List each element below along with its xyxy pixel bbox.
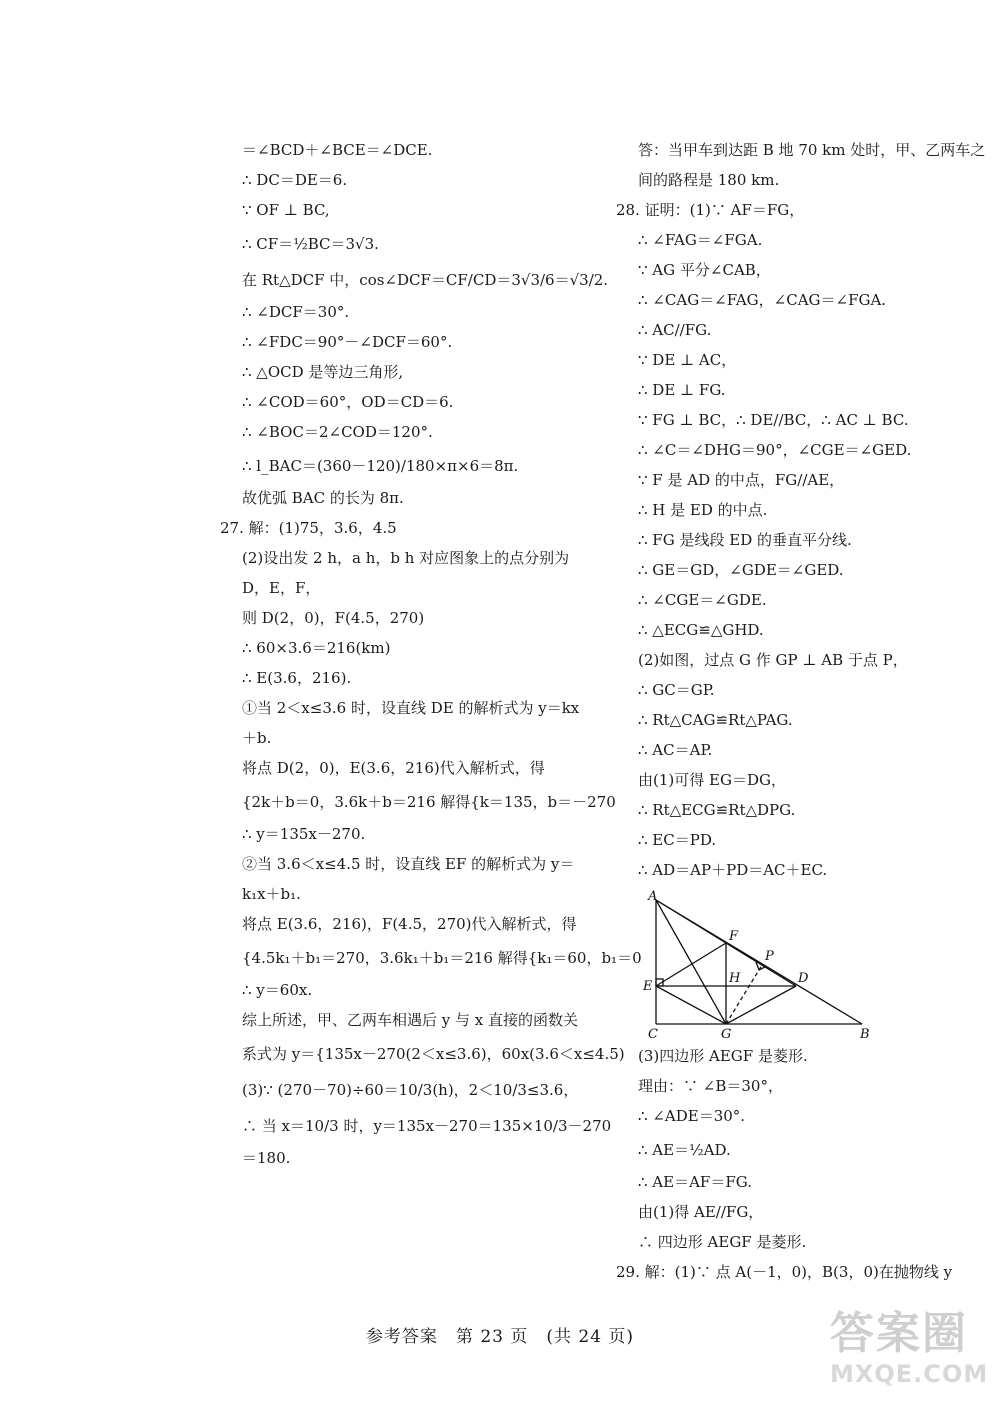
piecewise-function: 系式为 y＝{135x－270(2＜x≤3.6)，60x(3.6＜x≤4.5): [242, 1045, 625, 1063]
text-line: ①当 2＜x≤3.6 时，设直线 DE 的解析式为 y＝kx: [242, 699, 580, 717]
point-label-p: P: [765, 949, 774, 964]
text-line: ∴ DC＝DE＝6.: [242, 171, 348, 189]
text-line: ∴ 四边形 AEGF 是菱形.: [638, 1233, 807, 1251]
left-column: [220, 140, 642, 1178]
text-line: ∴ 当 x＝10/3 时，y＝135x－270＝135×10/3－270: [242, 1117, 612, 1135]
text-line: (3)∵ (270－70)÷60＝10/3(h)，2＜10/3≤3.6，: [242, 1081, 579, 1099]
text-line: ∴ AC＝AP.: [638, 741, 713, 759]
text-line: k₁x＋b₁.: [242, 885, 301, 903]
text-line: ∴ H 是 ED 的中点.: [638, 501, 768, 519]
text-line: 间的路程是 180 km.: [638, 171, 780, 189]
geometry-figure: [634, 890, 874, 1040]
point-label-d: D: [798, 971, 809, 986]
watermark-logo-text: 答案圈: [830, 1308, 968, 1359]
text-line: ∵ AG 平分∠CAB，: [638, 261, 771, 279]
point-label-f: F: [729, 929, 739, 944]
text-line: ∴ ∠ADE＝30°.: [638, 1107, 746, 1125]
text-line: 则 D(2，0)，F(4.5，270): [242, 609, 425, 627]
equation-system: {2k＋b＝0，3.6k＋b＝216 解得{k＝135，b＝－270: [242, 793, 616, 811]
text-line: ∴ Rt△CAG≌Rt△PAG.: [638, 711, 793, 729]
right-column: [616, 140, 996, 1292]
point-label-c: C: [648, 1027, 658, 1040]
text-line: ∴ CF＝½BC＝3√3.: [242, 235, 379, 253]
point-label-e: E: [643, 979, 653, 994]
text-line: ＋b.: [242, 729, 272, 747]
text-line: ∴ AC//FG.: [638, 321, 712, 339]
text-line: ∵ F 是 AD 的中点，FG//AE，: [638, 471, 845, 489]
segment-gd: [726, 986, 796, 1024]
text-line: (2)如图，过点 G 作 GP ⊥ AB 于点 P，: [638, 651, 908, 669]
text-line: 答：当甲车到达距 B 地 70 km 处时，甲、乙两车之: [638, 141, 986, 159]
text-line: ∴ ∠BOC＝2∠COD＝120°.: [242, 423, 433, 441]
page-footer: 参考答案 第 23 页 (共 24 页): [365, 1327, 635, 1347]
question-29-heading: 29. 解：(1)∵ 点 A(－1，0)，B(3，0)在抛物线 y: [616, 1263, 953, 1281]
text-line: ∴ ∠FAG＝∠FGA.: [638, 231, 763, 249]
text-line: ∴ AE＝AF＝FG.: [638, 1173, 752, 1191]
text-line: ∴ y＝135x－270.: [242, 825, 366, 843]
text-line: ∴ Rt△ECG≌Rt△DPG.: [638, 801, 796, 819]
text-line: ∴ △ECG≌△GHD.: [638, 621, 764, 639]
text-line: ∴ EC＝PD.: [638, 831, 717, 849]
text-line: ＝180.: [242, 1149, 291, 1167]
text-line: ∴ ∠COD＝60°，OD＝CD＝6.: [242, 393, 454, 411]
text-line: ∴ ∠DCF＝30°.: [242, 303, 350, 321]
text-line: ∴ l_BAC＝(360－120)/180×π×6＝8π.: [242, 457, 519, 475]
text-line: ∴ AD＝AP＋PD＝AC＋EC.: [638, 861, 828, 879]
text-line: 将点 E(3.6，216)，F(4.5，270)代入解析式，得: [242, 915, 577, 933]
question-27-heading: 27. 解：(1)75，3.6，4.5: [220, 519, 397, 537]
point-label-h: H: [729, 971, 741, 986]
text-line: D，E，F，: [242, 579, 321, 597]
text-line: ∴ y＝60x.: [242, 981, 313, 999]
text-line: ②当 3.6＜x≤4.5 时，设直线 EF 的解析式为 y＝: [242, 855, 575, 873]
text-line: ∴ GC＝GP.: [638, 681, 715, 699]
text-line: ＝∠BCD＋∠BCE＝∠DCE.: [242, 141, 433, 159]
text-line: 理由：∵ ∠B＝30°，: [638, 1077, 783, 1095]
text-line: ∴ 60×3.6＝216(km): [242, 639, 391, 657]
text-line: ∴ AE＝½AD.: [638, 1141, 731, 1159]
text-line: ∵ DE ⊥ AC，: [638, 351, 737, 369]
text-line: ∴ ∠CAG＝∠FAG，∠CAG＝∠FGA.: [638, 291, 887, 309]
equation-system: {4.5k₁＋b₁＝270，3.6k₁＋b₁＝216 解得{k₁＝60，b₁＝0: [242, 949, 642, 967]
text-line: (2)设出发 2 h，a h，b h 对应图象上的点分别为: [242, 549, 570, 567]
text-line: ∵ OF ⊥ BC,: [242, 201, 330, 219]
text-line: ∴ ∠CGE＝∠GDE.: [638, 591, 767, 609]
text-line: 由(1)可得 EG＝DG，: [638, 771, 786, 789]
text-line: 故优弧 BAC 的长为 8π.: [242, 489, 404, 507]
watermark: [830, 1308, 990, 1408]
text-line: 在 Rt△DCF 中，cos∠DCF＝CF/CD＝3√3/6＝√3/2.: [242, 271, 609, 289]
text-line: ∴ FG 是线段 ED 的垂直平分线.: [638, 531, 852, 549]
point-label-g: G: [721, 1027, 732, 1040]
point-label-b: B: [860, 1027, 870, 1040]
text-line: ∴ GE＝GD，∠GDE＝∠GED.: [638, 561, 844, 579]
text-line: 将点 D(2，0)，E(3.6，216)代入解析式，得: [242, 759, 545, 777]
watermark-url: MXQE.COM: [830, 1360, 989, 1388]
text-line: ∵ FG ⊥ BC，∴ DE//BC，∴ AC ⊥ BC.: [638, 411, 909, 429]
text-line: ∴ ∠FDC＝90°－∠DCF＝60°.: [242, 333, 453, 351]
text-line: ∴ E(3.6，216).: [242, 669, 352, 687]
text-line: (3)四边形 AEGF 是菱形.: [638, 1047, 808, 1065]
text-line: ∴ ∠C＝∠DHG＝90°，∠CGE＝∠GED.: [638, 441, 912, 459]
question-28-heading: 28. 证明：(1)∵ AF＝FG，: [616, 201, 805, 219]
text-line: ∴ DE ⊥ FG.: [638, 381, 726, 399]
point-label-a: A: [648, 890, 658, 904]
text-line: ∴ △OCD 是等边三角形,: [242, 363, 404, 381]
segment-ef: [656, 943, 726, 986]
text-line: 由(1)得 AE//FG，: [638, 1203, 764, 1221]
text-line: 综上所述，甲、乙两车相遇后 y 与 x 直接的函数关: [242, 1011, 579, 1029]
